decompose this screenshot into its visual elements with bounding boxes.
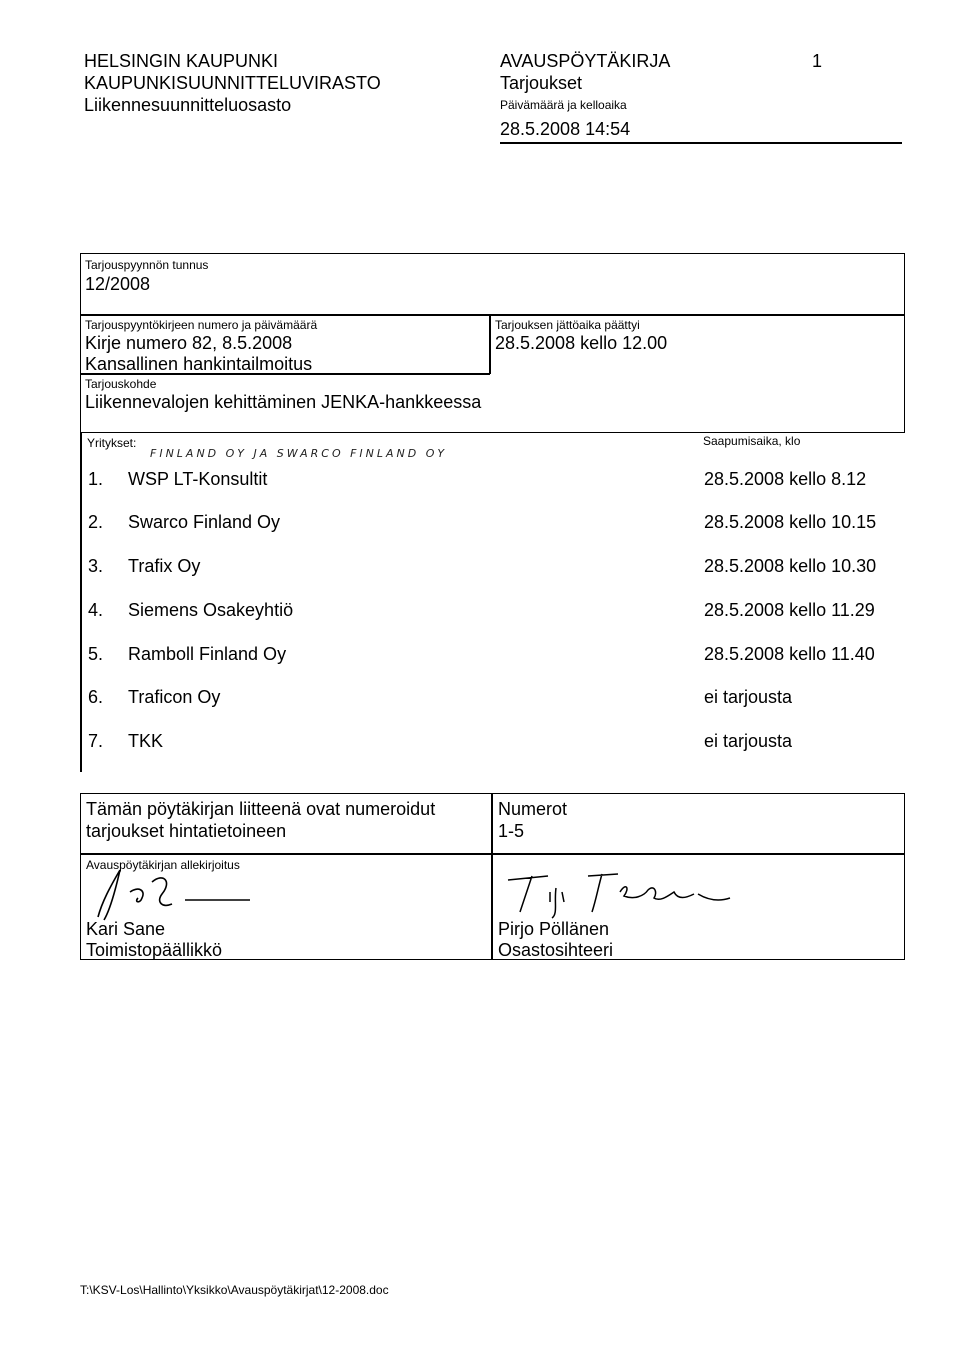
list-item	[88, 555, 200, 577]
list-item	[88, 730, 163, 752]
attachments-text-1: Tämän pöytäkirjan liitteenä ovat numeroidut	[86, 799, 436, 819]
company-name: TKK	[128, 731, 164, 751]
list-item	[88, 643, 286, 665]
header-rule	[500, 142, 902, 144]
signer1-name: Kari Sane	[86, 919, 166, 939]
list-item	[88, 599, 293, 621]
arrival-time: 28.5.2008 kello 8.12	[704, 469, 867, 489]
arrival-label: Saapumisaika, klo	[703, 434, 801, 448]
company-name: Traficon Oy	[128, 687, 221, 707]
deadline-value: 28.5.2008 kello 12.00	[495, 333, 668, 353]
org-line-2: KAUPUNKISUUNNITTELUVIRASTO	[84, 73, 381, 93]
companies-left-border	[80, 432, 82, 772]
companies-label: Yritykset:	[87, 436, 137, 450]
signer2-name: Pirjo Pöllänen	[498, 919, 610, 939]
letter-value-1: Kirje numero 82, 8.5.2008	[85, 333, 293, 353]
tender-divider-1	[80, 314, 905, 316]
item-number: 4.	[88, 600, 104, 620]
arrival-time: 28.5.2008 kello 10.30	[704, 556, 877, 576]
org-line-3: Liikennesuunnitteluosasto	[84, 95, 292, 115]
company-name: Ramboll Finland Oy	[128, 644, 287, 664]
item-number: 1.	[88, 469, 104, 489]
handwritten-note: FINLAND OY JA SWARCO FINLAND OY	[150, 447, 448, 460]
list-item	[88, 468, 267, 490]
signature-divider	[80, 853, 905, 855]
item-number: 3.	[88, 556, 104, 576]
arrival-time: ei tarjousta	[704, 731, 793, 751]
tender-divider-vertical	[489, 314, 491, 374]
file-path: T:\KSV-Los\Hallinto\Yksikko\Avauspöytäkirjat\12-2008.doc	[80, 1283, 389, 1297]
signature-kari-sane	[90, 862, 270, 922]
signature-pirjo-pollanen	[498, 862, 738, 922]
signer2-title: Osastosihteeri	[498, 940, 614, 960]
attachments-text-2: tarjoukset hintatietoineen	[86, 821, 287, 841]
tender-id-label: Tarjouspyynnön tunnus	[85, 258, 209, 272]
deadline-label: Tarjouksen jättöaika päättyi	[495, 318, 640, 332]
item-number: 7.	[88, 731, 104, 751]
arrival-time: ei tarjousta	[704, 687, 793, 707]
signer1-title: Toimistopäällikkö	[86, 940, 223, 960]
item-number: 6.	[88, 687, 104, 707]
list-item	[88, 686, 220, 708]
org-line-1: HELSINGIN KAUPUNKI	[84, 51, 279, 71]
signature-divider-vertical	[491, 793, 493, 960]
doc-subject: Tarjoukset	[500, 73, 583, 93]
signature-label: Avauspöytäkirjan allekirjoitus	[86, 858, 240, 872]
date-label: Päivämäärä ja kelloaika	[500, 98, 627, 112]
company-name: Siemens Osakeyhtiö	[128, 600, 294, 620]
company-name: Trafix Oy	[128, 556, 201, 576]
item-number: 2.	[88, 512, 104, 532]
numbers-label: Numerot	[498, 799, 568, 819]
subject-value: Liikennevalojen kehittäminen JENKA-hankkeessa	[85, 392, 482, 412]
letter-value-2: Kansallinen hankintailmoitus	[85, 354, 313, 374]
subject-label: Tarjouskohde	[85, 377, 157, 391]
signature-strokes	[98, 870, 250, 920]
page-number: 1	[812, 51, 823, 71]
company-name: Swarco Finland Oy	[128, 512, 281, 532]
item-number: 5.	[88, 644, 104, 664]
arrival-time: 28.5.2008 kello 11.40	[704, 644, 875, 664]
arrival-time: 28.5.2008 kello 10.15	[704, 512, 877, 532]
date-value: 28.5.2008 14:54	[500, 119, 631, 139]
list-item	[88, 511, 280, 533]
arrival-time: 28.5.2008 kello 11.29	[704, 600, 875, 620]
letter-label: Tarjouspyyntökirjeen numero ja päivämäärä	[85, 318, 318, 332]
company-name: WSP LT-Konsultit	[128, 469, 268, 489]
signature-strokes	[508, 874, 730, 918]
tender-id-value: 12/2008	[85, 274, 151, 294]
doc-type: AVAUSPÖYTÄKIRJA	[500, 51, 671, 71]
numbers-value: 1-5	[498, 821, 525, 841]
